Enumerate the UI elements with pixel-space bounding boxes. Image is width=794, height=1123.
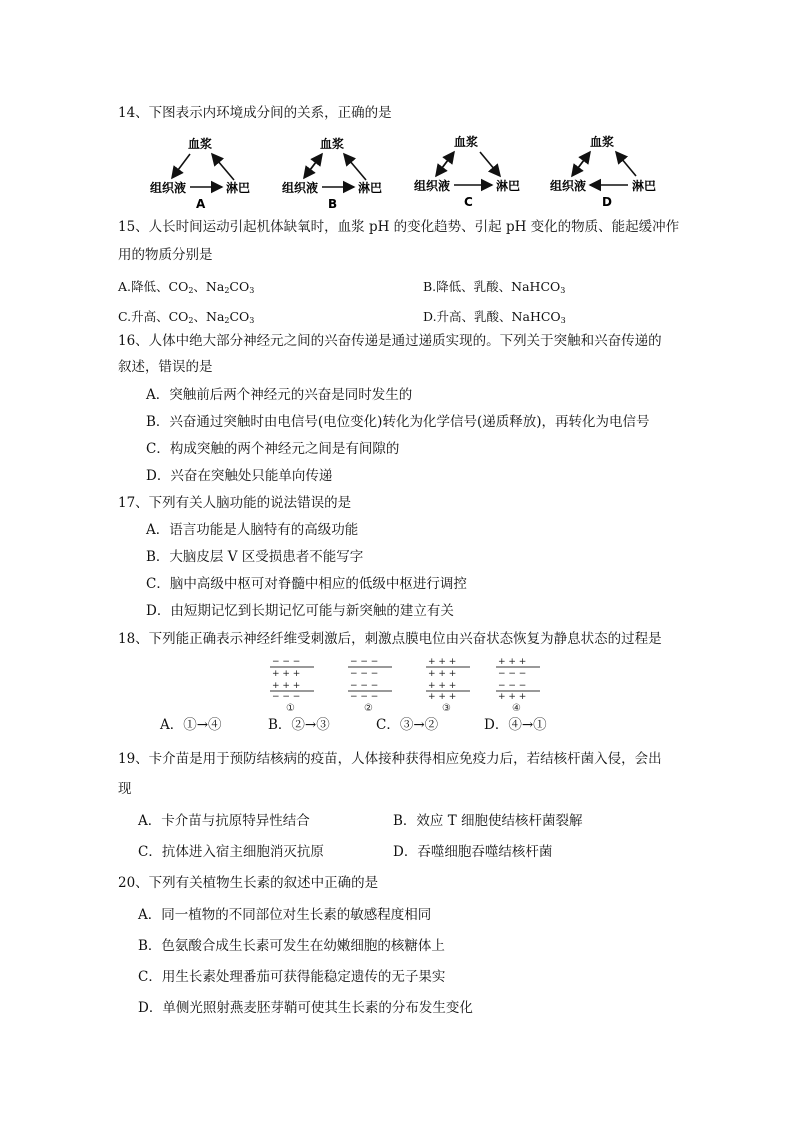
q19-option-c: C．抗体进入宿主细胞消灭抗原 [138,844,324,860]
figure-label-4: ④ [512,703,521,714]
plasma-label: 血浆 [454,135,479,149]
q14-diagram-a [150,136,250,211]
q14-diagrams [150,132,657,211]
q15-option-b: B.降低、乳酸、NaHCO$_3$ [423,279,566,295]
q16-option-c: C．构成突触的两个神经元之间是有间隙的 [146,441,400,457]
q18-option-b: B．②→③ [268,717,330,733]
q16-stem-line2: 叙述，错误的是 [118,359,213,375]
svg-text:− − −: − − − [498,681,527,691]
q18-membrane-figures [268,655,558,713]
q20-stem: 20、下列有关植物生长素的叙述中正确的是 [118,875,379,891]
q17-option-b: B．大脑皮层 V 区受损患者不能写字 [146,549,364,565]
q18-option-c: C．③→② [376,717,439,733]
q17-option-a: A．语言功能是人脑特有的高级功能 [146,522,359,538]
q16-option-b: B．兴奋通过突触时由电信号(电位变化)转化为化学信号(递质释放)，再转化为电信号 [146,414,650,430]
q17-option-c: C．脑中高级中枢可对脊髓中相应的低级中枢进行调控 [146,576,467,592]
q15-option-d: D.升高、乳酸、NaHCO$_3$ [423,309,566,325]
q18-option-d: D．④→① [484,717,547,733]
plasma-label: 血浆 [320,137,345,151]
q14-diagram-b [282,136,382,211]
q19-stem-line1: 19、卡介苗是用于预防结核病的疫苗，人体接种获得相应免疫力后，若结核杆菌入侵，会出 [118,751,662,767]
option-b-label: B [328,197,338,211]
figure-label-3: ③ [442,703,451,714]
membrane-figure-4 [496,657,540,714]
svg-text:− − −: − − − [350,657,379,667]
svg-text:− − −: − − − [350,692,379,702]
svg-text:+ + +: + + + [428,681,457,691]
q19-option-d: D．吞噬细胞吞噬结核杆菌 [393,844,553,860]
q14-stem: 14、下图表示内环境成分间的关系，正确的是 [118,105,392,121]
membrane-figure-1 [270,657,314,714]
figure-label-1: ① [286,703,295,714]
q20-option-c: C．用生长素处理番茄可获得能稳定遗传的无子果实 [138,969,446,985]
q18-stem: 18、下列能正确表示神经纤维受刺激后，刺激点膜电位由兴奋状态恢复为静息状态的过程是 [118,631,662,647]
svg-text:+ + +: + + + [428,657,457,667]
q19-stem-line2: 现 [118,781,132,797]
svg-text:+ + +: + + + [428,692,457,702]
svg-text:− − −: − − − [350,681,379,691]
svg-text:− − −: − − − [498,669,527,679]
membrane-figure-2 [348,657,392,714]
q15-stem-line2: 用的物质分别是 [118,247,213,263]
lymph-label: 淋巴 [496,179,521,193]
q15-option-c: C.升高、$CO_2$、$Na_2CO_3$ [118,309,255,325]
q17-option-d: D．由短期记忆到长期记忆可能与新突触的建立有关 [146,603,454,619]
figure-label-2: ② [364,703,373,714]
svg-text:+ + +: + + + [498,692,527,702]
lymph-label: 淋巴 [632,179,657,193]
q14-diagram-d [550,134,656,209]
svg-text:+ + +: + + + [498,657,527,667]
svg-text:+ + +: + + + [428,669,457,679]
q20-option-d: D．单侧光照射燕麦胚芽鞘可使其生长素的分布发生变化 [138,1000,473,1016]
q18-option-a: A．①→④ [160,717,222,733]
option-c-label: C [464,195,473,209]
tissue-label: 组织液 [282,181,319,195]
q19-option-a: A．卡介苗与抗原特异性结合 [138,813,310,829]
option-d-label: D [602,195,612,209]
svg-text:− − −: − − − [272,657,301,667]
lymph-label: 淋巴 [358,181,383,195]
membrane-figure-3 [426,657,470,714]
q16-stem-line1: 16、人体中绝大部分神经元之间的兴奋传递是通过递质实现的。下列关于突触和兴奋传递的 [118,333,662,349]
tissue-label: 组织液 [150,181,187,195]
tissue-label: 组织液 [414,179,451,193]
q14-diagram-c [414,134,520,209]
tissue-label: 组织液 [550,179,587,193]
plasma-label: 血浆 [590,135,615,149]
svg-text:− − −: − − − [272,692,301,702]
svg-text:+ + +: + + + [272,669,301,679]
q20-option-b: B．色氨酸合成生长素可发生在幼嫩细胞的核糖体上 [138,938,445,954]
q17-stem: 17、下列有关人脑功能的说法错误的是 [118,495,352,511]
q16-option-d: D．兴奋在突触处只能单向传递 [146,468,333,484]
q15-stem-line1: 15、人长时间运动引起机体缺氧时，血浆 pH 的变化趋势、引起 pH 变化的物质、能起缓冲作 [118,219,680,235]
lymph-label: 淋巴 [226,181,251,195]
svg-text:− − −: − − − [350,669,379,679]
option-a-label: A [196,197,206,211]
svg-text:+ + +: + + + [272,681,301,691]
q15-option-a: A.降低、$CO_2$、$Na_2CO_3$ [118,279,255,295]
q19-option-b: B．效应 T 细胞使结核杆菌裂解 [393,813,583,829]
q20-option-a: A．同一植物的不同部位对生长素的敏感程度相同 [138,907,432,923]
q16-option-a: A．突触前后两个神经元的兴奋是同时发生的 [146,387,413,403]
plasma-label: 血浆 [188,137,213,151]
